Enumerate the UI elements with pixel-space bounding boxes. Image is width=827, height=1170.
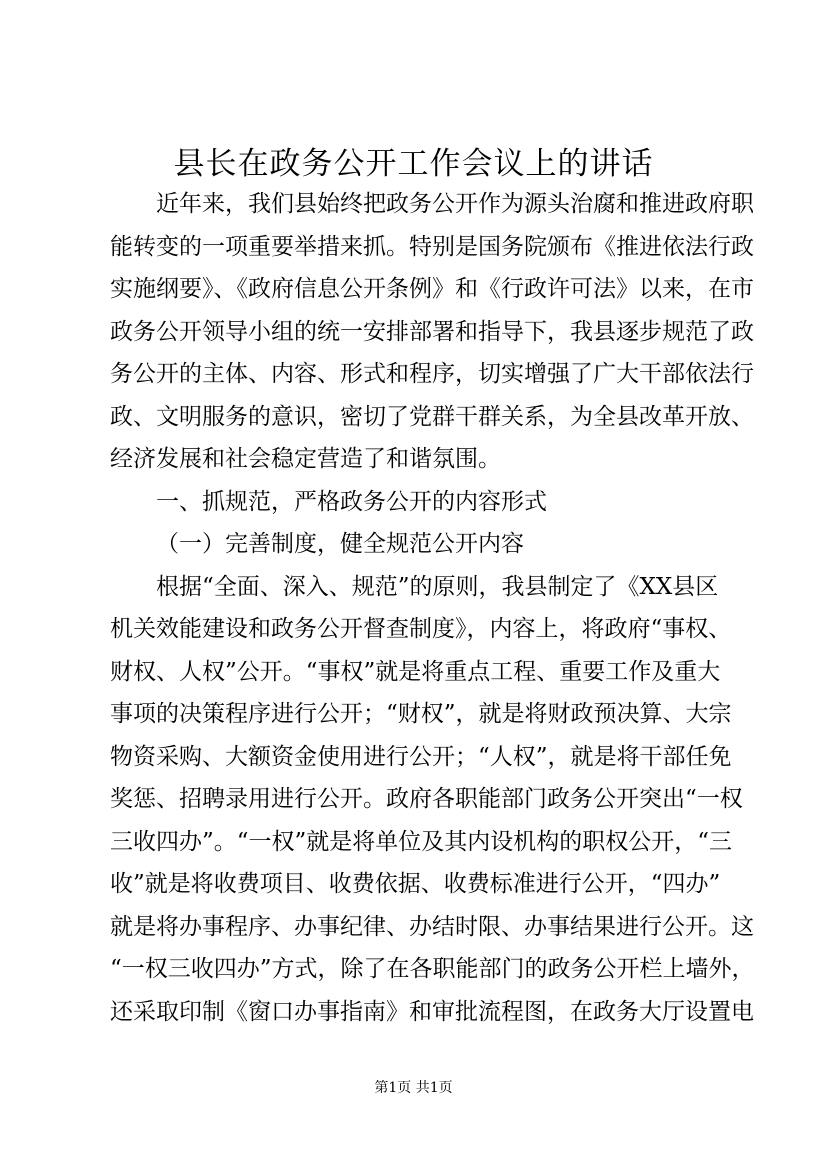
- body-line: 财权、人权”公开。“事权”就是将重点工程、重要工作及重大: [110, 659, 721, 685]
- subsection-heading: （一）完善制度，健全规范公开内容: [156, 531, 524, 557]
- section-heading: 一、抓规范，严格政务公开的内容形式: [156, 489, 547, 515]
- body-line: 机关效能建设和政务公开督查制度》，内容上，将政府“事权、: [110, 616, 732, 642]
- body-line: 政务公开领导小组的统一安排部署和指导下，我县逐步规范了政: [110, 319, 754, 345]
- body-line: 三收四办”。“一权”就是将单位及其内设机构的职权公开，“三: [110, 829, 733, 855]
- body-line: 收”就是将收费项目、收费依据、收费标准进行公开，“四办”: [110, 871, 721, 897]
- body-line: 物资采购、大额资金使用进行公开；“人权”，就是将干部任免: [110, 744, 732, 770]
- body-line: 务公开的主体、内容、形式和程序，切实增强了广大干部依法行: [110, 361, 754, 387]
- body-line: 实施纲要》、《政府信息公开条例》和《行政许可法》以来，在市: [110, 276, 754, 302]
- body-line: 政、文明服务的意识，密切了党群干群关系，为全县改革开放、: [110, 404, 754, 430]
- document-title: 县长在政务公开工作会议上的讲话: [173, 146, 654, 182]
- body-line: 奖惩、招聘录用进行公开。政府各职能部门政务公开突出“一权: [110, 786, 743, 812]
- body-line: 能转变的一项重要举措来抓。特别是国务院颁布《推进依法行政: [110, 234, 754, 260]
- body-line: 近年来，我们县始终把政务公开作为源头治腐和推进政府职: [156, 191, 754, 217]
- body-line: 事项的决策程序进行公开；“财权”，就是将财政预决算、大宗: [110, 701, 732, 727]
- body-line: 根据“全面、深入、规范”的原则，我县制定了《XX县区: [156, 574, 719, 600]
- body-line: 经济发展和社会稳定营造了和谐氛围。: [110, 446, 501, 472]
- body-line: “一权三收四办”方式，除了在各职能部门的政务公开栏上墙外，: [110, 956, 755, 982]
- body-line: 就是将办事程序、办事纪律、办结时限、办事结果进行公开。这: [110, 914, 754, 940]
- body-line: 还采取印制《窗口办事指南》和审批流程图，在政务大厅设置电: [110, 999, 754, 1025]
- page-footer: 第1页 共1页: [374, 1080, 453, 1096]
